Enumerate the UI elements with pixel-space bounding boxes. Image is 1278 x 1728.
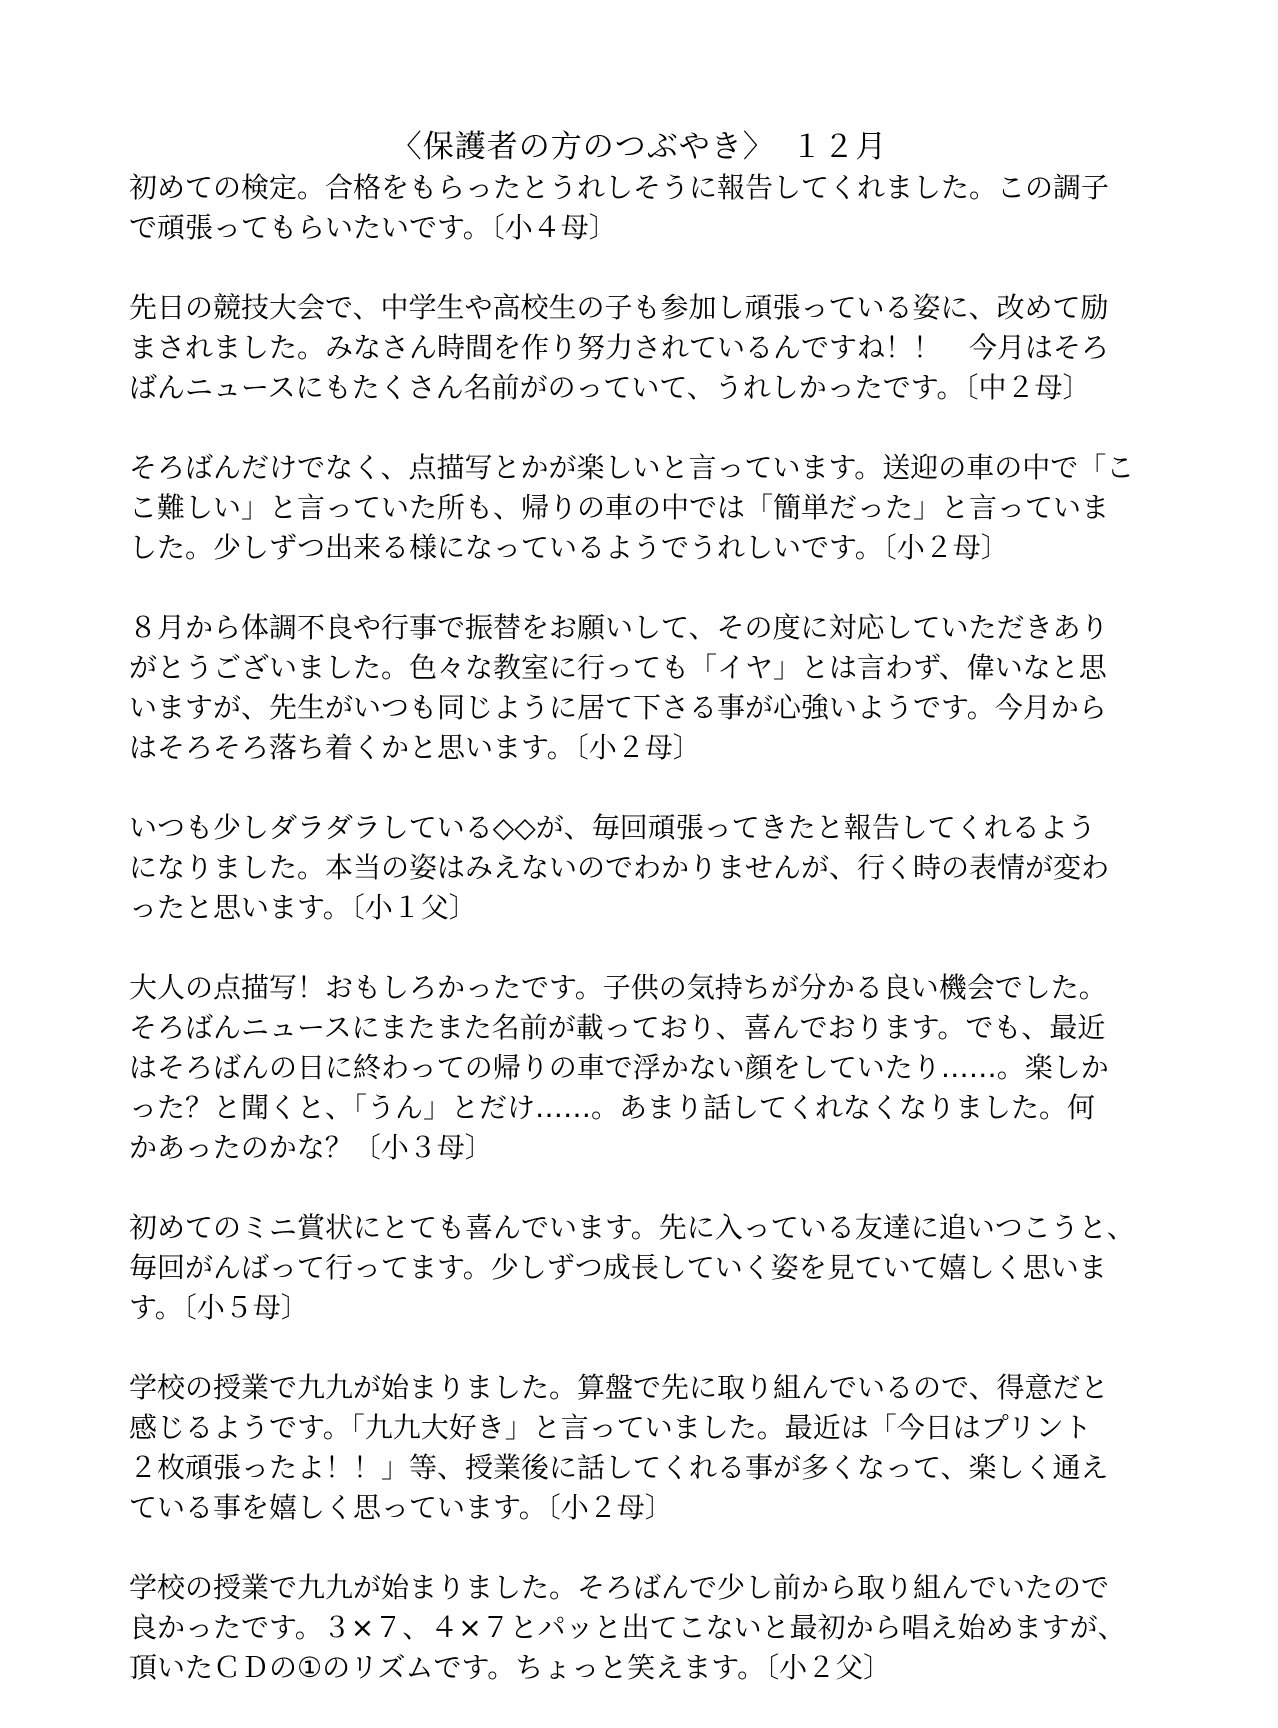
entry-line: はそろそろ落ち着くかと思います。〔小２母〕 [129,731,701,764]
entry-line: す。〔小５母〕 [129,1291,309,1324]
entry-line: 感じるようです。「九九大好き」と言っていました。最近は「今日はプリント [129,1411,1092,1444]
entry-line: いつも少しダラダラしている◇◇が、毎回頑張ってきたと報告してくれるよう [129,811,1096,844]
entry-line: 初めての検定。合格をもらったとうれしそうに報告してくれました。この調子 [129,171,1110,204]
entry-line: いますが、先生がいつも同じように居て下さる事が心強いようです。今月から [129,691,1107,724]
entry-line: ている事を嬉しく思っています。〔小２母〕 [129,1491,673,1524]
entry-line: 良かったです。３×７、４×７とパッと出てこないと最初から唱え始めますが、 [129,1611,1126,1644]
entry-line: 大人の点描写！おもしろかったです。子供の気持ちが分かる良い機会でした。 [129,971,1107,1004]
entry-line: かあったのかな？〔小３母〕 [129,1131,493,1164]
entry-line: した。少しずつ出来る様になっているようでうれしいです。〔小２母〕 [129,531,1009,564]
entry [129,608,1169,768]
entry-line: ８月から体調不良や行事で振替をお願いして、その度に対応していただきあり [129,611,1109,644]
entry [129,1568,1169,1688]
entry-list [129,168,1169,1728]
entry [129,1368,1169,1528]
entry-line: まされました。みなさん時間を作り努力されているんですね！！ 今月はそろ [129,331,1110,364]
entry-line: こ難しい」と言っていた所も、帰りの車の中では「簡単だった」と言っていま [129,491,1110,524]
page-title: 〈保護者の方のつぶやき〉 １２月 [390,129,888,165]
entry-line: 初めてのミニ賞状にとても喜んでいます。先に入っている友達に追いつこうと、 [129,1211,1135,1244]
entry [129,1208,1169,1328]
entry-line: そろばんニュースにまたまた名前が載っており、喜んでおります。でも、最近 [129,1011,1106,1044]
entry-line: ったと思います。〔小１父〕 [129,891,477,924]
entry-line: そろばんだけでなく、点描写とかが楽しいと言っています。送迎の車の中で「こ [129,451,1135,484]
entry [129,968,1169,1168]
entry-line: はそろばんの日に終わっての帰りの車で浮かない顔をしていたり……。楽しか [129,1051,1109,1084]
entry-line: 毎回がんばって行ってます。少しずつ成長していく姿を見ていて嬉しく思いま [129,1251,1107,1284]
entry [129,288,1169,408]
entry-line: 学校の授業で九九が始まりました。算盤で先に取り組んでいるので、得意だと [129,1371,1109,1404]
entry-line: った？と聞くと、「うん」とだけ……。あまり話してくれなくなりました。何 [129,1091,1096,1124]
entry-line: 先日の競技大会で、中学生や高校生の子も参加し頑張っている姿に、改めて励 [129,291,1109,324]
entry-line: がとうございました。色々な教室に行っても「イヤ」とは言わず、偉いなと思 [129,651,1107,684]
entry-line: になりました。本当の姿はみえないのでわかりませんが、行く時の表情が変わ [129,851,1110,884]
entry-line: ２枚頑張ったよ！！」等、授業後に話してくれる事が多くなって、楽しく通え [129,1451,1109,1484]
entry-line: 頂いたＣＤの①のリズムです。ちょっと笑えます。〔小２父〕 [129,1651,892,1684]
entry-line: 学校の授業で九九が始まりました。そろばんで少し前から取り組んでいたので [129,1571,1110,1604]
entry [129,168,1169,248]
entry-line: ばんニュースにもたくさん名前がのっていて、うれしかったです。〔中２母〕 [129,371,1091,404]
entry [129,448,1169,568]
entry [129,808,1169,928]
entry-line: で頑張ってもらいたいです。〔小４母〕 [129,211,617,244]
